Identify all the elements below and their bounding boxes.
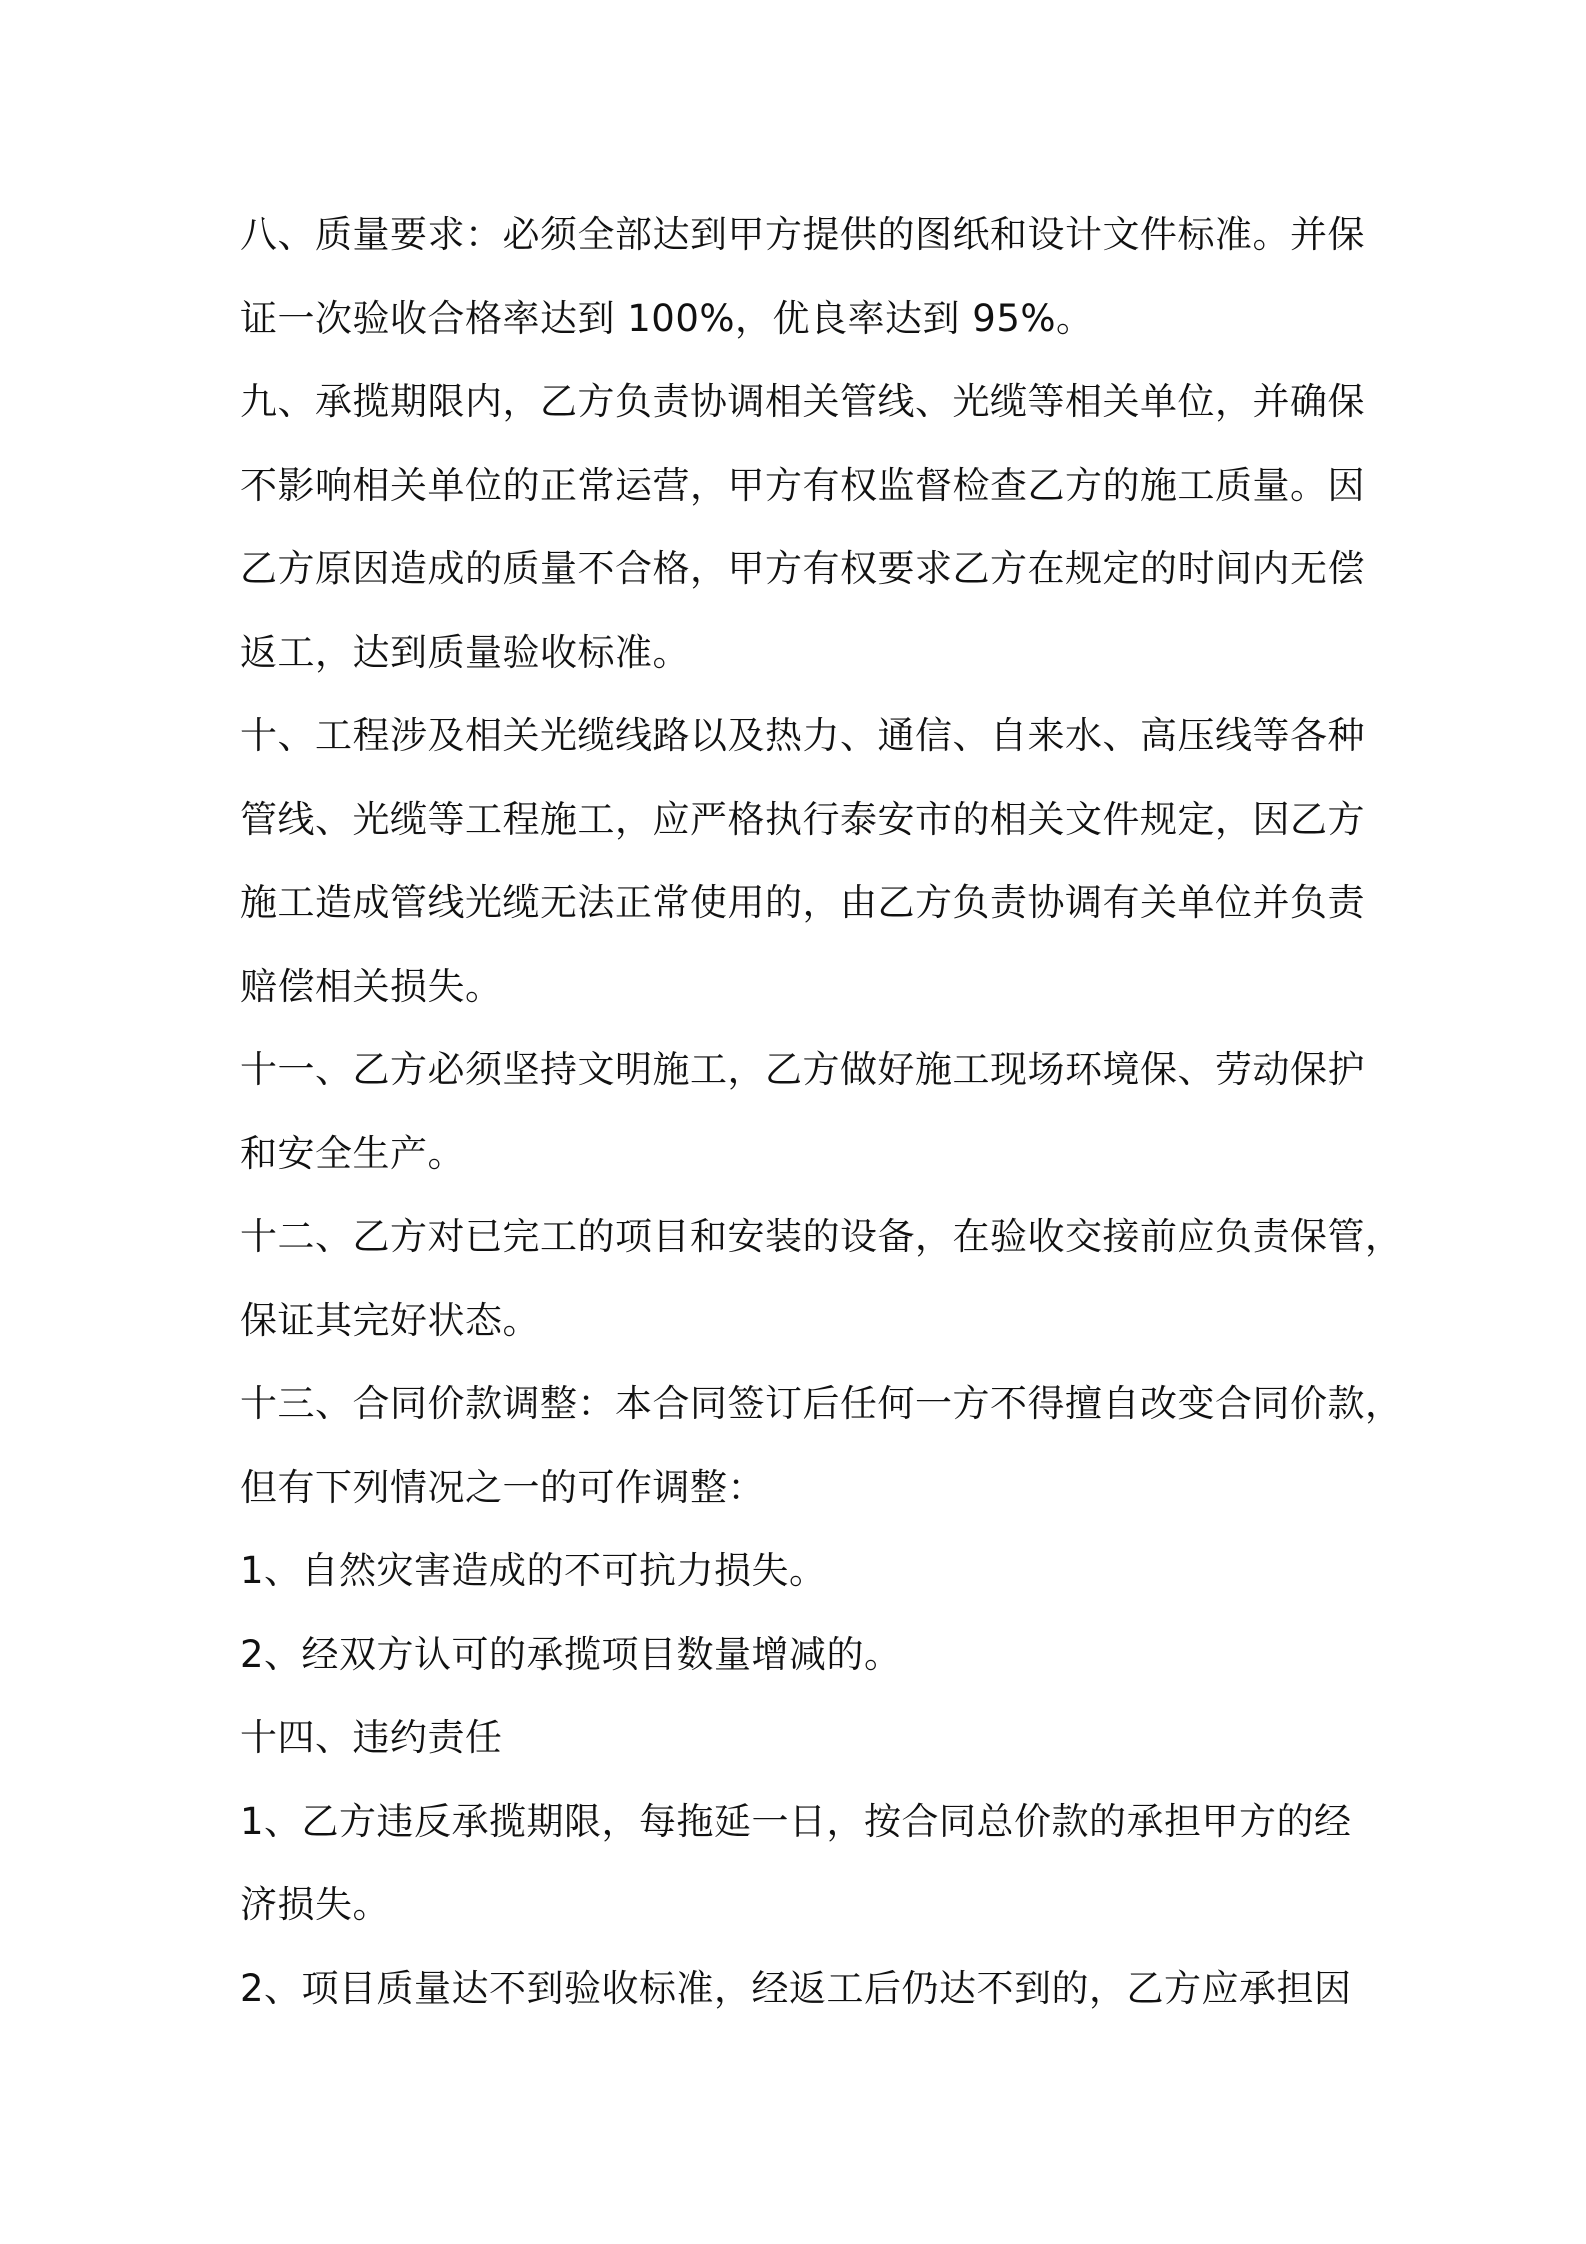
text-line: 施工造成管线光缆无法正常使用的，由乙方负责协调有关单位并负责 <box>240 881 1365 924</box>
clause-13-item-1 <box>240 1529 1360 1613</box>
text-line: 十、工程涉及相关光缆线路以及热力、通信、自来水、高压线等各种 <box>240 714 1365 757</box>
document-body <box>240 193 1403 2030</box>
text-line: 但有下列情况之一的可作调整： <box>240 1465 765 1509</box>
text-line: 保证其完好状态。 <box>240 1298 540 1342</box>
text-line: 2、经双方认可的承揽项目数量增减的。 <box>240 1632 902 1676</box>
text-line: 十二、乙方对已完工的项目和安装的设备，在验收交接前应负责保管， <box>240 1215 1403 1258</box>
clause-13-item-2 <box>240 1613 1360 1697</box>
text-line: 八、质量要求：必须全部达到甲方提供的图纸和设计文件标准。并保 <box>240 213 1365 256</box>
clause-10-pipelines-cables <box>240 694 1365 1028</box>
text-line: 管线、光缆等工程施工，应严格执行泰安市的相关文件规定，因乙方 <box>240 797 1365 841</box>
text-line: 乙方原因造成的质量不合格，甲方有权要求乙方在规定的时间内无偿 <box>240 547 1365 590</box>
clause-8-quality-requirements <box>240 193 1365 360</box>
text-line: 1、自然灾害造成的不可抗力损失。 <box>240 1549 827 1592</box>
text-line: 赔偿相关损失。 <box>240 964 503 1008</box>
text-line: 十三、合同价款调整：本合同签订后任何一方不得擅自改变合同价款， <box>240 1382 1403 1425</box>
text-line: 十一、乙方必须坚持文明施工，乙方做好施工现场环境保、劳动保护 <box>240 1048 1365 1091</box>
clause-14-heading <box>240 1696 1360 1780</box>
text-line: 不影响相关单位的正常运营，甲方有权监督检查乙方的施工质量。因 <box>240 463 1365 507</box>
clause-12-custody <box>240 1195 1403 1362</box>
text-line: 和安全生产。 <box>240 1131 465 1175</box>
clause-9-contract-period <box>240 360 1365 694</box>
clause-14-item-1 <box>240 1780 1360 1947</box>
clause-11-civilized-construction <box>240 1028 1365 1195</box>
clause-14-item-2 <box>240 1947 1360 2031</box>
text-line: 返工，达到质量验收标准。 <box>240 630 690 674</box>
text-line: 济损失。 <box>240 1883 390 1926</box>
text-line: 十四、违约责任 <box>240 1716 503 1759</box>
text-line: 证一次验收合格率达到 100%，优良率达到 95%。 <box>240 296 1094 340</box>
clause-13-price-adjustment <box>240 1362 1403 1529</box>
text-line: 1、乙方违反承揽期限，每拖延一日，按合同总价款的承担甲方的经 <box>240 1799 1352 1843</box>
text-line: 九、承揽期限内，乙方负责协调相关管线、光缆等相关单位，并确保 <box>240 380 1365 423</box>
text-line: 2、项目质量达不到验收标准，经返工后仍达不到的，乙方应承担因 <box>240 1966 1352 2010</box>
